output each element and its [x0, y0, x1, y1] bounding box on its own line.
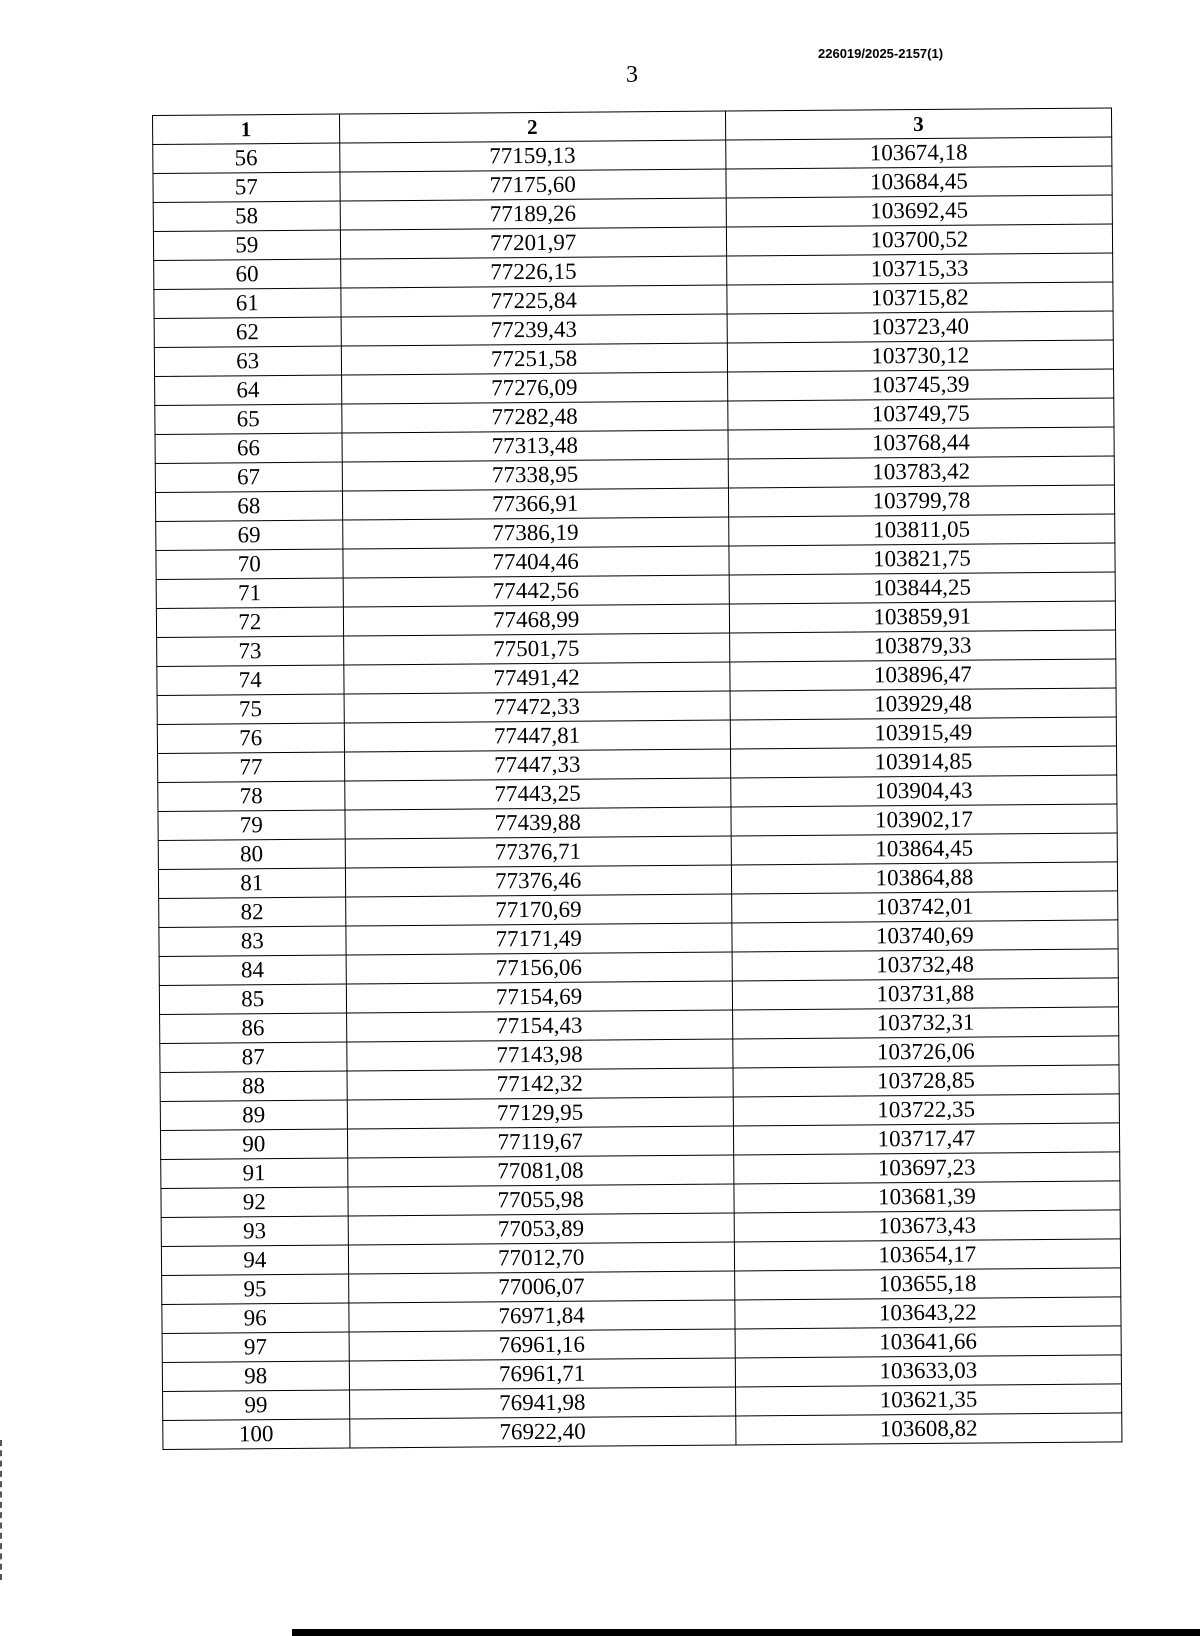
point-number-cell: 59: [153, 230, 340, 260]
page-number: 3: [626, 62, 638, 88]
point-number-cell: 67: [155, 462, 342, 492]
x-coordinate-cell: 77404,46: [342, 546, 728, 578]
x-coordinate-cell: 77170,69: [345, 894, 731, 926]
x-coordinate-cell: 77338,95: [342, 459, 728, 491]
point-number-cell: 79: [158, 810, 345, 840]
point-number-cell: 91: [161, 1158, 348, 1188]
scan-edge-marks: [0, 1440, 5, 1580]
column-header-3: 3: [725, 108, 1111, 140]
point-number-cell: 61: [154, 288, 341, 318]
point-number-cell: 77: [158, 752, 345, 782]
column-header-2: 2: [339, 111, 725, 143]
point-number-cell: 83: [159, 926, 346, 956]
point-number-cell: 94: [161, 1245, 348, 1275]
y-coordinate-cell: 103684,45: [726, 166, 1112, 198]
point-number-cell: 84: [159, 955, 346, 985]
x-coordinate-cell: 77366,91: [342, 488, 728, 520]
x-coordinate-cell: 77143,98: [346, 1039, 732, 1071]
y-coordinate-cell: 103915,49: [730, 717, 1116, 749]
y-coordinate-cell: 103821,75: [729, 543, 1115, 575]
column-header-1: 1: [153, 114, 340, 144]
x-coordinate-cell: 77376,46: [345, 865, 731, 897]
y-coordinate-cell: 103879,33: [729, 630, 1115, 662]
point-number-cell: 90: [160, 1129, 347, 1159]
y-coordinate-cell: 103742,01: [731, 891, 1117, 923]
x-coordinate-cell: 77154,43: [346, 1010, 732, 1042]
point-number-cell: 64: [155, 375, 342, 405]
x-coordinate-cell: 77142,32: [347, 1068, 733, 1100]
y-coordinate-cell: 103732,31: [732, 1007, 1118, 1039]
y-coordinate-cell: 103700,52: [726, 224, 1112, 256]
point-number-cell: 69: [156, 520, 343, 550]
x-coordinate-cell: 76971,84: [348, 1300, 734, 1332]
y-coordinate-cell: 103621,35: [735, 1384, 1121, 1416]
x-coordinate-cell: 77501,75: [343, 633, 729, 665]
x-coordinate-cell: 77442,56: [343, 575, 729, 607]
y-coordinate-cell: 103929,48: [730, 688, 1116, 720]
x-coordinate-cell: 77053,89: [348, 1213, 734, 1245]
y-coordinate-cell: 103723,40: [727, 311, 1113, 343]
y-coordinate-cell: 103715,33: [726, 253, 1112, 285]
y-coordinate-cell: 103811,05: [728, 514, 1114, 546]
point-number-cell: 87: [160, 1042, 347, 1072]
y-coordinate-cell: 103728,85: [733, 1065, 1119, 1097]
x-coordinate-cell: 77386,19: [342, 517, 728, 549]
point-number-cell: 65: [155, 404, 342, 434]
point-number-cell: 56: [153, 143, 340, 173]
y-coordinate-cell: 103726,06: [733, 1036, 1119, 1068]
y-coordinate-cell: 103641,66: [735, 1326, 1121, 1358]
point-number-cell: 71: [156, 578, 343, 608]
point-number-cell: 66: [155, 433, 342, 463]
x-coordinate-cell: 77282,48: [341, 401, 727, 433]
x-coordinate-cell: 77313,48: [342, 430, 728, 462]
y-coordinate-cell: 103749,75: [728, 398, 1114, 430]
coordinates-table: [152, 107, 1122, 1449]
point-number-cell: 78: [158, 781, 345, 811]
x-coordinate-cell: 76941,98: [349, 1387, 735, 1419]
point-number-cell: 62: [154, 317, 341, 347]
point-number-cell: 68: [155, 491, 342, 521]
point-number-cell: 81: [158, 868, 345, 898]
y-coordinate-cell: 103692,45: [726, 195, 1112, 227]
y-coordinate-cell: 103859,91: [729, 601, 1115, 633]
y-coordinate-cell: 103740,69: [732, 920, 1118, 952]
point-number-cell: 75: [157, 694, 344, 724]
x-coordinate-cell: 76961,16: [349, 1329, 735, 1361]
y-coordinate-cell: 103722,35: [733, 1094, 1119, 1126]
point-number-cell: 86: [160, 1013, 347, 1043]
x-coordinate-cell: 77251,58: [341, 343, 727, 375]
point-number-cell: 70: [156, 549, 343, 579]
point-number-cell: 89: [160, 1100, 347, 1130]
point-number-cell: 76: [157, 723, 344, 753]
x-coordinate-cell: 76922,40: [349, 1416, 735, 1448]
x-coordinate-cell: 77447,81: [344, 720, 730, 752]
x-coordinate-cell: 77159,13: [339, 140, 725, 172]
y-coordinate-cell: 103896,47: [730, 659, 1116, 691]
y-coordinate-cell: 103697,23: [733, 1152, 1119, 1184]
y-coordinate-cell: 103731,88: [732, 978, 1118, 1010]
point-number-cell: 100: [163, 1419, 350, 1449]
point-number-cell: 74: [157, 665, 344, 695]
x-coordinate-cell: 77491,42: [343, 662, 729, 694]
point-number-cell: 72: [156, 607, 343, 637]
x-coordinate-cell: 77443,25: [344, 778, 730, 810]
y-coordinate-cell: 103799,78: [728, 485, 1114, 517]
x-coordinate-cell: 77201,97: [340, 227, 726, 259]
x-coordinate-cell: 77472,33: [344, 691, 730, 723]
document-id: 226019/2025-2157(1): [818, 46, 944, 61]
point-number-cell: 88: [160, 1071, 347, 1101]
y-coordinate-cell: 103681,39: [734, 1181, 1120, 1213]
x-coordinate-cell: 77439,88: [345, 807, 731, 839]
x-coordinate-cell: 77081,08: [347, 1155, 733, 1187]
x-coordinate-cell: 77225,84: [340, 285, 726, 317]
y-coordinate-cell: 103844,25: [729, 572, 1115, 604]
y-coordinate-cell: 103673,43: [734, 1210, 1120, 1242]
x-coordinate-cell: 77156,06: [346, 952, 732, 984]
y-coordinate-cell: 103717,47: [733, 1123, 1119, 1155]
point-number-cell: 98: [162, 1361, 349, 1391]
point-number-cell: 73: [157, 636, 344, 666]
x-coordinate-cell: 77189,26: [340, 198, 726, 230]
point-number-cell: 57: [153, 172, 340, 202]
point-number-cell: 93: [161, 1216, 348, 1246]
x-coordinate-cell: 77226,15: [340, 256, 726, 288]
x-coordinate-cell: 77129,95: [347, 1097, 733, 1129]
x-coordinate-cell: 77012,70: [348, 1242, 734, 1274]
x-coordinate-cell: 77276,09: [341, 372, 727, 404]
point-number-cell: 58: [153, 201, 340, 231]
bottom-border-line: [292, 1629, 1200, 1636]
point-number-cell: 97: [162, 1332, 349, 1362]
y-coordinate-cell: 103902,17: [731, 804, 1117, 836]
y-coordinate-cell: 103608,82: [736, 1413, 1122, 1445]
y-coordinate-cell: 103864,88: [731, 862, 1117, 894]
point-number-cell: 96: [162, 1303, 349, 1333]
y-coordinate-cell: 103914,85: [730, 746, 1116, 778]
point-number-cell: 60: [154, 259, 341, 289]
x-coordinate-cell: 77468,99: [343, 604, 729, 636]
y-coordinate-cell: 103715,82: [727, 282, 1113, 314]
y-coordinate-cell: 103783,42: [728, 456, 1114, 488]
y-coordinate-cell: 103730,12: [727, 340, 1113, 372]
y-coordinate-cell: 103904,43: [731, 775, 1117, 807]
y-coordinate-cell: 103732,48: [732, 949, 1118, 981]
point-number-cell: 92: [161, 1187, 348, 1217]
y-coordinate-cell: 103655,18: [734, 1268, 1120, 1300]
point-number-cell: 82: [159, 897, 346, 927]
x-coordinate-cell: 77119,67: [347, 1126, 733, 1158]
y-coordinate-cell: 103674,18: [725, 137, 1111, 169]
point-number-cell: 63: [154, 346, 341, 376]
x-coordinate-cell: 77055,98: [348, 1184, 734, 1216]
y-coordinate-cell: 103768,44: [728, 427, 1114, 459]
y-coordinate-cell: 103745,39: [727, 369, 1113, 401]
x-coordinate-cell: 77006,07: [348, 1271, 734, 1303]
point-number-cell: 95: [162, 1274, 349, 1304]
y-coordinate-cell: 103864,45: [731, 833, 1117, 865]
x-coordinate-cell: 77154,69: [346, 981, 732, 1013]
x-coordinate-cell: 76961,71: [349, 1358, 735, 1390]
point-number-cell: 99: [163, 1390, 350, 1420]
x-coordinate-cell: 77171,49: [345, 923, 731, 955]
y-coordinate-cell: 103643,22: [735, 1297, 1121, 1329]
y-coordinate-cell: 103633,03: [735, 1355, 1121, 1387]
x-coordinate-cell: 77376,71: [345, 836, 731, 868]
point-number-cell: 85: [159, 984, 346, 1014]
x-coordinate-cell: 77447,33: [344, 749, 730, 781]
y-coordinate-cell: 103654,17: [734, 1239, 1120, 1271]
point-number-cell: 80: [158, 839, 345, 869]
x-coordinate-cell: 77239,43: [341, 314, 727, 346]
table-body: [153, 137, 1122, 1449]
table-row: [163, 1413, 1122, 1450]
x-coordinate-cell: 77175,60: [340, 169, 726, 201]
